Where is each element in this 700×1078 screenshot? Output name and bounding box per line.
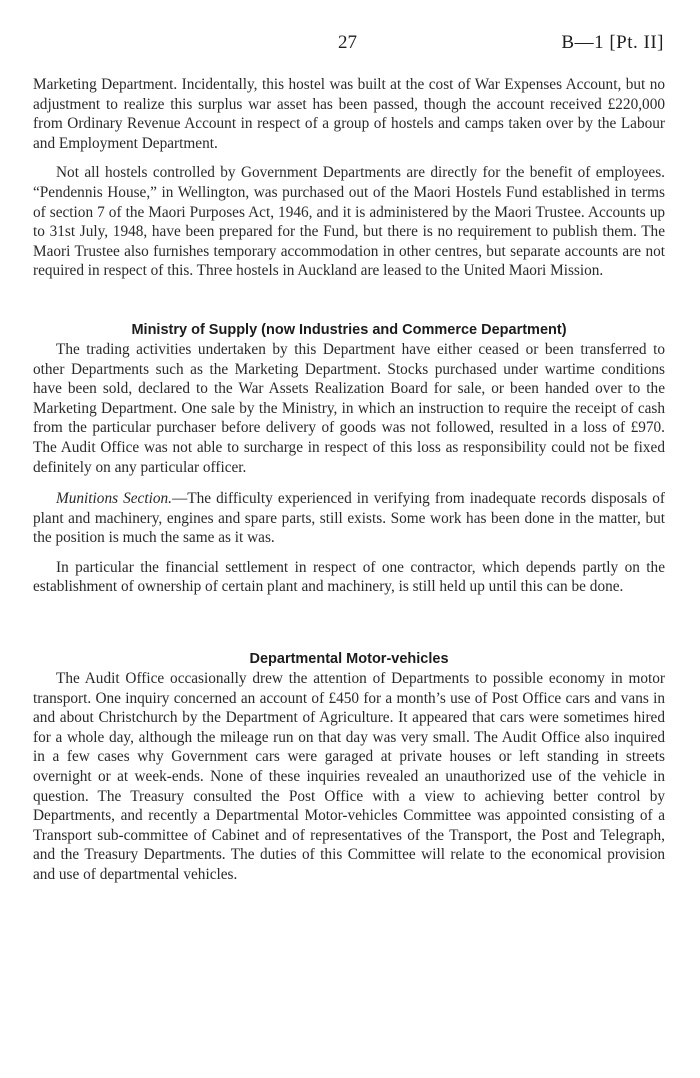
section-heading-motor-vehicles: Departmental Motor-vehicles	[249, 651, 449, 668]
page-body	[33, 75, 665, 885]
paragraph: The trading activities undertaken by this Department have either ceased or been transferred to other Departments such as the Marketing Department. Stocks purchased under wartime conditions have been sold, declared to the War Assets Realization Board for sale, or been handed over to the Marketing Department. One sale by the Ministry, in which an instruction to require the receipt of cash from the particular purchaser before delivery of goods was not followed, resulted in a loss of £970. The Audit Office was not able to surcharge in respect of this loss as responsibility could not be fixed definitely on any particular officer.	[33, 340, 665, 476]
page-number: 27	[338, 32, 357, 53]
document-reference: B—1 [Pt. II]	[561, 32, 664, 53]
paragraph: In particular the financial settlement in respect of one contractor, which depends partly on the establishment of ownership of certain plant and machinery, is still held up until this can be done.	[33, 558, 665, 596]
page-header	[0, 32, 700, 54]
paragraph: Marketing Department. Incidentally, this hostel was built at the cost of War Expenses Account, but no adjustment to realize this surplus war asset has been passed, though the account received £220,000 from Ordinary Revenue Account in respect of a group of hostels and camps taken over by the Labour and Employment Department.	[33, 76, 665, 152]
subsection-title: Munitions Section.	[56, 490, 172, 508]
paragraph: The Audit Office occasionally drew the attention of Departments to possible economy in motor transport. One inquiry concerned an account of £450 for a month’s use of Post Office cars and vans in and about Christchurch by the Department of Agriculture. It appeared that cars were sometimes hired for a whole day, although the mileage run on that day was very small. The Audit Office also inquired in a few cases why Government cars were garaged at private houses or left standing in streets overnight or at week-ends. None of these inquiries revealed an unauthorized use of the vehicle in question. The Treasury consulted the Post Office with a view to achieving better control by Departments, and recently a Departmental Motor-vehicles Committee was appointed consisting of a Transport sub-committee of Cabinet and of representatives of the Transport, the Post and Telegraph, and the Treasury Departments. The duties of this Committee will relate to the economical provision and use of departmental vehicles.	[33, 670, 665, 883]
paragraph: Not all hostels controlled by Government Departments are directly for the benefit of employees. “Pendennis House,” in Wellington, was purchased out of the Maori Hostels Fund established in terms of section 7 of the Maori Purposes Act, 1946, and it is administered by the Maori Trustee. Accounts up to 31st July, 1948, have been prepared for the Fund, but there is no requirement to publish them. The Maori Trustee also furnishes temporary accommodation in other centres, but separate accounts are not required in respect of this. Three hostels in Auckland are leased to the United Maori Mission.	[33, 164, 665, 280]
paragraph-text: —The difficulty experienced in verifying from inadequate records disposals of plant and machinery, engines and spare parts, still exists. Some work has been done in the matter, but the position is much the same as it was.	[33, 490, 665, 547]
paragraph-munitions-section	[33, 489, 665, 548]
section-heading-ministry-of-supply: Ministry of Supply (now Industries and Commerce Department)	[131, 321, 567, 338]
